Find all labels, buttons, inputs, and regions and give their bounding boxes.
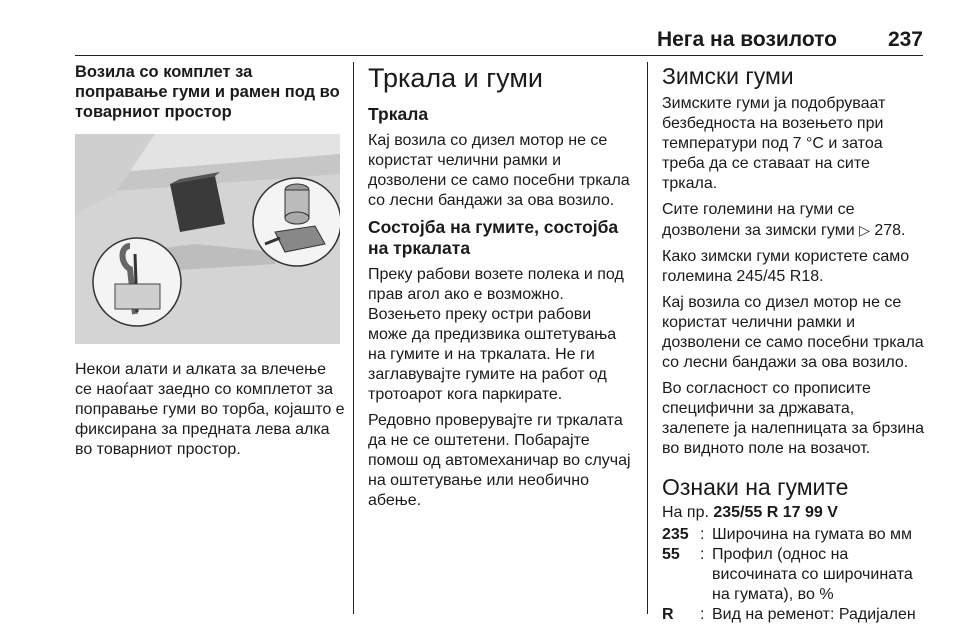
definition-key: R <box>662 606 674 623</box>
definition-value: Профил (однос на височината со широчината на гумата), во % <box>712 546 913 603</box>
definition-row <box>662 545 926 605</box>
example-prefix: На пр. <box>662 504 709 521</box>
definition-separator: : <box>700 546 705 563</box>
definition-value: Широчина на гумата во мм <box>712 526 913 543</box>
definition-key: 235 <box>662 526 689 543</box>
section-title: Нега на возилото <box>656 28 837 51</box>
example-code: 235/55 R 17 99 V <box>713 504 838 521</box>
column-divider-1 <box>353 62 354 614</box>
column-right <box>662 62 926 625</box>
tyre-marking-heading: Ознаки на гумите <box>662 474 849 500</box>
definition-row <box>662 605 926 625</box>
winter-paragraph-3: Како зимски гуми користете само големина 245/45 R18. <box>662 248 910 285</box>
col1-body: Некои алати и алката за влечење се наоѓаат заедно со комплетот за поправање гуми во торба, којашто е фиксирана за предната лева алка во товарниот простор. <box>75 361 345 458</box>
definition-separator: : <box>700 606 705 623</box>
column-divider-2 <box>647 62 648 614</box>
column-middle <box>368 62 634 517</box>
winter-paragraph-2-page: 278. <box>874 222 906 239</box>
winter-paragraph-5: Во согласност со прописите специфични за државата, залепете ја налепницата за брзина во видното поле на возачот. <box>662 380 925 457</box>
tire-repair-kit-illustration <box>75 134 340 344</box>
condition-paragraph-1: Преку рабови возете полека и под прав агол ако е возможно. Возењето преку остри рабови може да предизвика оштетувања на гумите и на тркалата. Не ги заглавувајте гумите на работ од тротоарот кога паркирате. <box>368 266 624 403</box>
definition-row <box>662 525 926 545</box>
condition-paragraph-2: Редовно проверувајте ги тркалата да не се оштетени. Побарајте помош од автомеханичар во случај на оштетување или необично абење. <box>368 412 631 509</box>
page-reference-arrow-icon[interactable]: ▷ <box>859 222 870 238</box>
winter-tyres-heading: Зимски гуми <box>662 63 794 89</box>
definition-key: 55 <box>662 546 680 563</box>
header-rule <box>75 55 923 56</box>
wheels-paragraph: Кај возила со дизел мотор не се користат челични рамки и дозволени се само посебни тркала со лесни бандажи за ова возило. <box>368 132 630 209</box>
winter-paragraph-1: Зимските гуми ја подобруваат безбедноста на возењето при температури под 7 °C и затоа треба да се ставаат на сите тркала. <box>662 95 886 192</box>
winter-paragraph-4: Кај возила со дизел мотор не се користат челични рамки и дозволени се само посебни тркала со лесни бандажи за ова возило. <box>662 294 924 371</box>
winter-paragraph-2 <box>662 200 926 241</box>
column-left <box>75 62 345 466</box>
marking-example <box>662 503 926 523</box>
main-title: Тркала и гуми <box>368 63 543 93</box>
page-header <box>75 28 923 50</box>
subheading-wheels: Тркала <box>368 104 429 124</box>
definition-list <box>662 525 926 625</box>
col1-heading: Возила со комплет за поправање гуми и рамен под во товарниот простор <box>75 63 340 121</box>
winter-paragraph-2-text: Сите големини на гуми се дозволени за зимски гуми <box>662 201 855 239</box>
definition-value: Вид на ременот: Радијален <box>712 606 916 623</box>
definition-separator: : <box>700 526 705 543</box>
subheading-condition: Состојба на гумите, состојба на тркалата <box>368 217 619 258</box>
page-number: 237 <box>887 28 923 51</box>
